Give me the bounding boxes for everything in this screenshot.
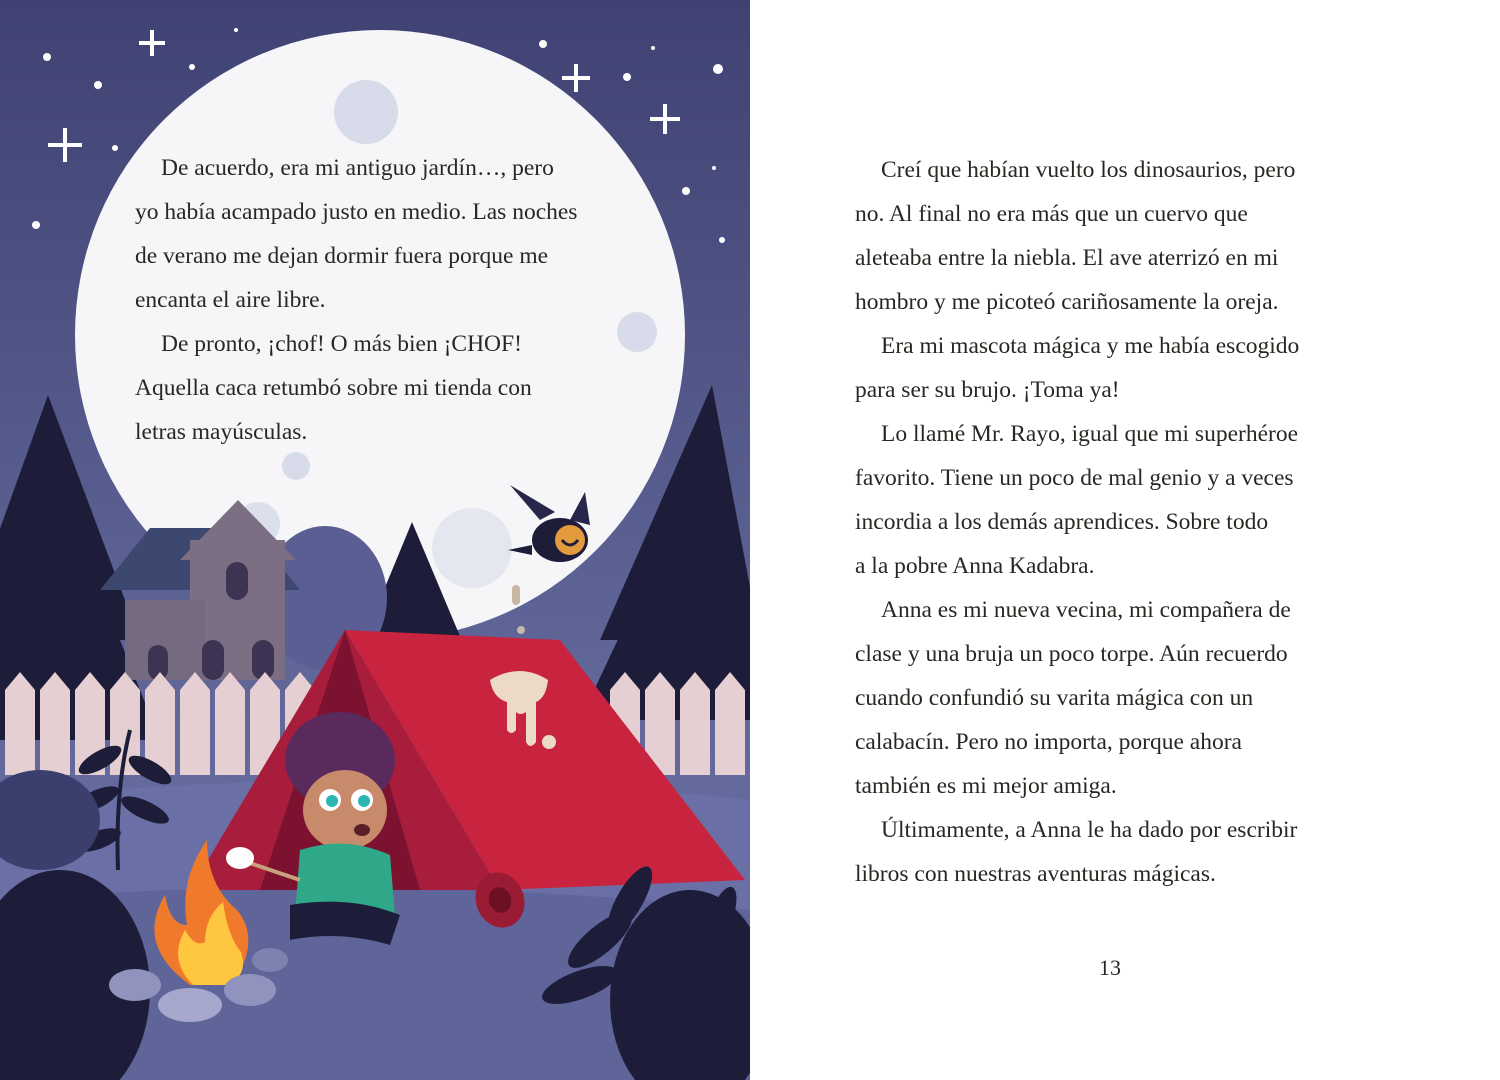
paragraph: De acuerdo, era mi antiguo jardín…, pero yo había acampado justo en medio. Las noches de verano me dejan dormir fuera porque me encanta el aire libre. [135, 155, 578, 313]
paragraph: Creí que habían vuelto los dinosaurios, pero no. Al final no era más que un cuervo que aleteaba entre la niebla. El ave aterrizó en mi hombro y me picoteó cariñosamente la oreja. [855, 157, 1296, 315]
paragraph: Anna es mi nueva vecina, mi compañera de clase y una bruja un poco torpe. Aún recuerdo cuando confundió su varita mágica con un calabacín. Pero no importa, porque ahora también es mi mejor amiga. [855, 597, 1291, 799]
left-page-text [135, 146, 635, 454]
paragraph: Lo llamé Mr. Rayo, igual que mi superhéroe favorito. Tiene un poco de mal genio y a veces incordia a los demás aprendices. Sobre todo a la pobre Anna Kadabra. [855, 421, 1299, 579]
page-number: 13 [1099, 955, 1121, 980]
paragraph: De pronto, ¡chof! O más bien ¡CHOF! Aquella caca retumbó sobre mi tienda con letras mayúsculas. [135, 331, 532, 445]
paragraph: Era mi mascota mágica y me había escogido para ser su brujo. ¡Toma ya! [855, 333, 1300, 403]
right-page-text [855, 148, 1375, 896]
paragraph: Últimamente, a Anna le ha dado por escribir libros con nuestras aventuras mágicas. [855, 817, 1298, 887]
